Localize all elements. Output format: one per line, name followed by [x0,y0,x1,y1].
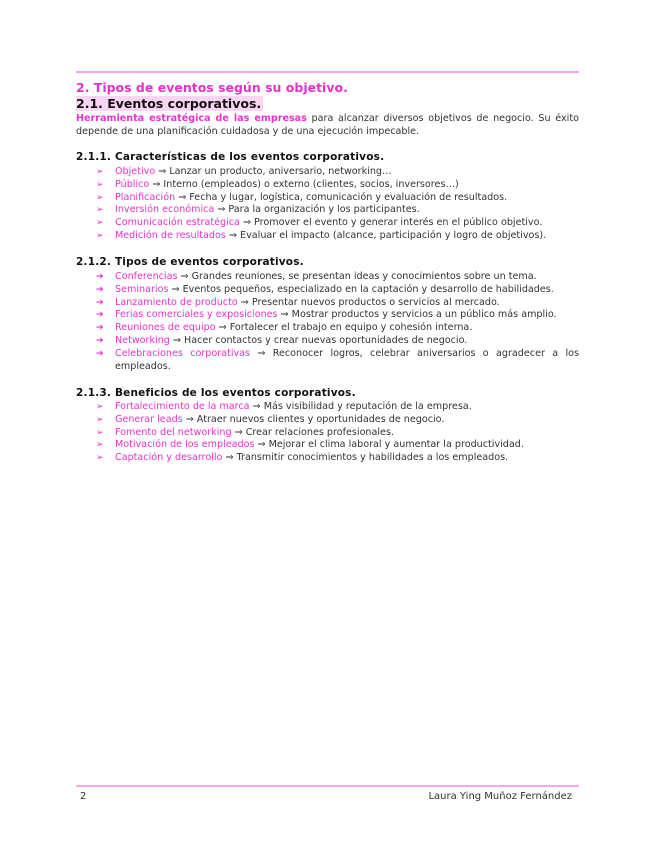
list-item-text: ⇒ Transmitir conocimientos y habilidades a los empleados. [222,452,509,464]
list-item-text: ⇒ Grandes reuniones, se presentan ideas y conocimientos sobre un tema. [177,271,537,282]
list-item [96,414,579,427]
list-item-text: ⇒ Atraer nuevos clientes y oportunidades de negocio. [182,413,445,425]
list-item-term: Fomento del networking [115,426,232,438]
intro-paragraph [76,112,579,138]
list-item-term: Seminarios [115,283,169,295]
intro-highlight: Herramienta estratégica de las empresas [76,113,307,124]
list-item-text: ⇒ Lanzar un producto, aniversario, networking… [155,166,392,177]
bullet-arrowhead-icon: ➢ [96,192,104,203]
list-item [96,348,579,374]
list-item-term: Medición de resultados [115,229,226,241]
bullet-arrowhead-icon: ➢ [96,230,104,241]
footer-author: Laura Ying Muñoz Fernández [428,791,572,802]
list-item-term: Generar leads [115,413,183,425]
list-item-term: Celebraciones corporativas [115,347,251,359]
list-item [96,335,579,348]
list-item-term: Planificación [115,191,176,203]
bullet-arrowhead-icon: ➢ [96,453,104,464]
list-item [96,284,579,297]
list-item-term: Público [115,178,150,190]
list-item [96,166,579,179]
bullet-arrowhead-icon: ➢ [96,179,104,190]
list-item [96,452,579,465]
bullet-arrowhead-icon: ➢ [96,414,104,425]
list-item [96,271,579,284]
list-item-term: Captación y desarrollo [115,452,223,464]
list-item-text: ⇒ Mejorar el clima laboral y aumentar la productividad. [254,439,524,451]
list-item [96,204,579,217]
list-item-term: Networking [115,334,170,346]
list-item [96,217,579,230]
section-heading: 2. Tipos de eventos según su objetivo. [76,80,348,95]
list-item-text: ⇒ Mostrar productos y servicios a un público más amplio. [277,309,557,321]
bullet-arrowhead-icon: ➢ [96,402,104,412]
list-item-term: Reuniones de equipo [115,322,216,334]
bullet-arrow-icon: ➔ [96,348,104,359]
list-item-text: ⇒ Reconocer logros, celebrar aniversarios o agradecer a los empleados. [115,347,579,372]
list-item-text: ⇒ Más visibilidad y reputación de la empresa. [249,401,472,412]
list-item-text: ⇒ Evaluar el impacto (alcance, participación y logro de objetivos). [225,229,547,241]
list-item-term: Lanzamiento de producto [115,296,238,308]
bullet-arrow-icon: ➔ [96,335,104,346]
list-item-term: Objetivo [115,166,156,177]
bullet-arrow-icon: ➔ [96,272,104,282]
bullet-arrowhead-icon: ➢ [96,427,104,438]
intro-text: para alcanzar diversos objetivos de negocio. Su éxito depende de una planificación cuidadosa y de una ejecución impecable. [76,113,579,137]
list-item [96,179,579,192]
list-item-term: Comunicación estratégica [115,217,240,229]
list-item-text: ⇒ Promover el evento y generar interés en el público objetivo. [239,217,543,229]
bullet-arrowhead-icon: ➢ [96,218,104,229]
list-item-text: ⇒ Para la organización y los participantes. [214,204,420,216]
list-item-text: ⇒ Eventos pequeños, especializado en la captación y desarrollo de habilidades. [168,283,554,295]
list-item-text: ⇒ Crear relaciones profesionales. [231,426,395,438]
bullet-arrow-icon: ➔ [96,297,104,308]
list-item-text: ⇒ Fortalecer el trabajo en equipo y cohesión interna. [215,322,473,334]
list-tipos [96,271,579,373]
bullet-arrow-icon: ➔ [96,284,104,295]
list-item [96,230,579,243]
list-item-term: Ferias comerciales y exposiciones [115,309,278,321]
list-item-term: Motivación de los empleados [115,439,255,451]
list-item-term: Fortalecimiento de la marca [115,401,250,412]
list-beneficios [96,401,579,465]
list-item [96,427,579,440]
page-number: 2 [80,791,87,802]
list-item [96,309,579,322]
list-item [96,297,579,310]
list-item-text: ⇒ Presentar nuevos productos o servicios al mercado. [237,296,500,308]
footer-rule [76,785,579,787]
section-title-caracteristicas: 2.1.1. Características de los eventos corporativos. [76,151,385,163]
list-item-term: Conferencias [115,271,178,282]
bullet-arrowhead-icon: ➢ [96,205,104,216]
bullet-arrowhead-icon: ➢ [96,440,104,451]
section-title-beneficios: 2.1.3. Beneficios de los eventos corporativos. [76,387,356,399]
list-item-text: ⇒ Hacer contactos y crear nuevas oportunidades de negocio. [169,334,468,346]
list-caracteristicas [96,166,579,243]
list-item [96,322,579,335]
list-item [96,439,579,452]
bullet-arrow-icon: ➔ [96,323,104,334]
bullet-arrow-icon: ➔ [96,310,104,321]
header-rule [76,71,579,73]
subsection-heading: 2.1. Eventos corporativos. [76,96,262,111]
bullet-arrowhead-icon: ➢ [96,167,104,177]
list-item-term: Inversión económica [115,204,215,216]
list-item-text: ⇒ Interno (empleados) o externo (clientes, socios, inversores…) [149,178,459,190]
section-title-tipos: 2.1.2. Tipos de eventos corporativos. [76,256,304,268]
list-item [96,401,579,414]
list-item [96,192,579,205]
list-item-text: ⇒ Fecha y lugar, logística, comunicación y evaluación de resultados. [175,191,508,203]
